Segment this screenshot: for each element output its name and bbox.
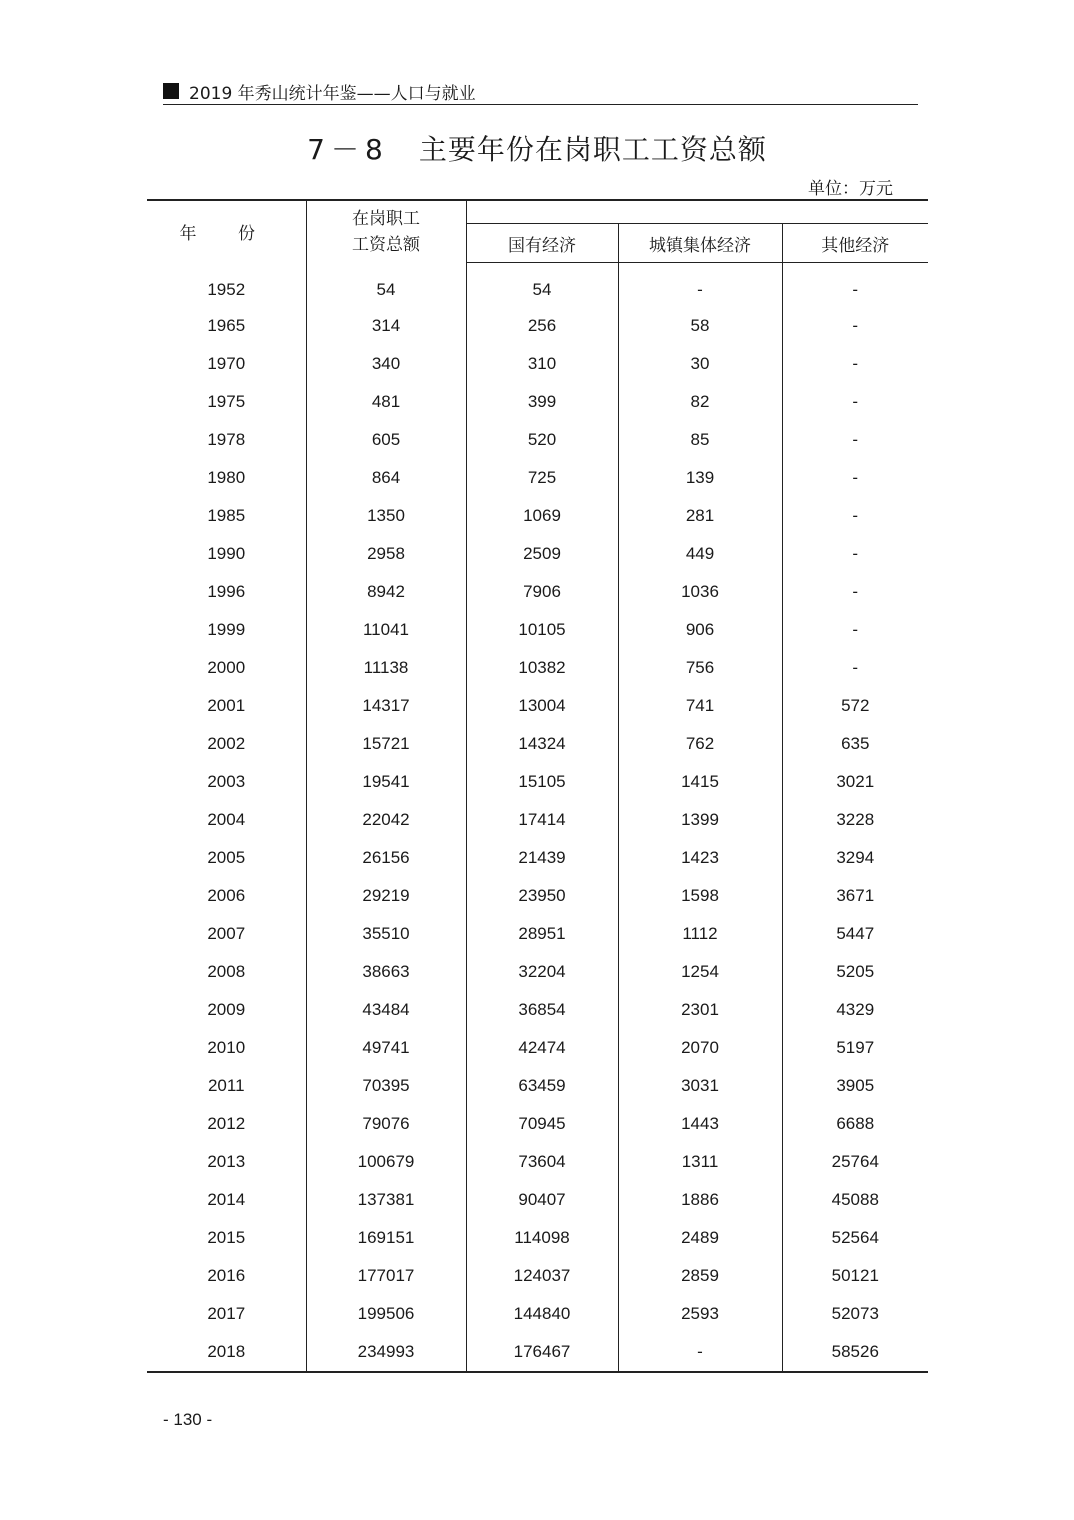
column-header-collective: 城镇集体经济 — [618, 224, 782, 263]
table-title-text: 主要年份在岗职工工资总额 — [418, 133, 767, 166]
table-row — [147, 1029, 928, 1067]
cell-year: 1975 — [147, 383, 306, 421]
cell-collective: 1399 — [618, 801, 782, 839]
cell-collective: 741 — [618, 687, 782, 725]
cell-state: 13004 — [466, 687, 618, 725]
cell-state: 176467 — [466, 1333, 618, 1372]
cell-year: 2012 — [147, 1105, 306, 1143]
cell-other: - — [852, 468, 859, 487]
table-row — [147, 1181, 928, 1219]
cell-year: 1952 — [147, 263, 306, 308]
cell-total: 481 — [306, 383, 466, 421]
cell-year: 1985 — [147, 497, 306, 535]
cell-total: 26156 — [306, 839, 466, 877]
cell-collective: 1443 — [618, 1105, 782, 1143]
cell-year: 2002 — [147, 725, 306, 763]
cell-other: - — [852, 392, 859, 411]
cell-state: 10382 — [466, 649, 618, 687]
cell-total: 79076 — [306, 1105, 466, 1143]
cell-collective: 139 — [618, 459, 782, 497]
cell-other: 6688 — [836, 1114, 875, 1133]
table-body — [147, 263, 928, 1373]
header-text: 2019 年秀山统计年鉴——人口与就业 — [189, 83, 476, 104]
cell-year: 2018 — [147, 1333, 306, 1372]
cell-collective: 449 — [618, 535, 782, 573]
cell-year: 2014 — [147, 1181, 306, 1219]
cell-other: 5447 — [836, 924, 875, 943]
cell-year: 2008 — [147, 953, 306, 991]
cell-total: 15721 — [306, 725, 466, 763]
table-row — [147, 953, 928, 991]
cell-state: 17414 — [466, 801, 618, 839]
cell-other: 3671 — [836, 886, 875, 905]
cell-collective: 82 — [618, 383, 782, 421]
cell-state: 90407 — [466, 1181, 618, 1219]
cell-other: 5197 — [836, 1038, 875, 1057]
cell-total: 14317 — [306, 687, 466, 725]
cell-collective: 2593 — [618, 1295, 782, 1333]
cell-state: 399 — [466, 383, 618, 421]
cell-total: 100679 — [306, 1143, 466, 1181]
cell-collective: 1423 — [618, 839, 782, 877]
cell-year: 2005 — [147, 839, 306, 877]
cell-state: 54 — [466, 263, 618, 308]
cell-collective: 1311 — [618, 1143, 782, 1181]
cell-state: 21439 — [466, 839, 618, 877]
header-square-icon — [163, 83, 179, 99]
cell-year: 2015 — [147, 1219, 306, 1257]
cell-other: 52073 — [831, 1304, 879, 1323]
table-row — [147, 535, 928, 573]
cell-total: 11041 — [306, 611, 466, 649]
table-row — [147, 263, 928, 308]
cell-other: - — [852, 658, 859, 677]
cell-state: 256 — [466, 307, 618, 345]
cell-total: 22042 — [306, 801, 466, 839]
cell-collective: 1415 — [618, 763, 782, 801]
cell-state: 124037 — [466, 1257, 618, 1295]
table-row — [147, 687, 928, 725]
cell-other: - — [852, 506, 859, 525]
cell-state: 15105 — [466, 763, 618, 801]
table-row — [147, 1219, 928, 1257]
cell-state: 28951 — [466, 915, 618, 953]
cell-year: 1999 — [147, 611, 306, 649]
table-row — [147, 573, 928, 611]
cell-other: - — [852, 354, 859, 373]
cell-state: 2509 — [466, 535, 618, 573]
cell-total: 340 — [306, 345, 466, 383]
cell-collective: 762 — [618, 725, 782, 763]
cell-collective: 2301 — [618, 991, 782, 1029]
cell-year: 2006 — [147, 877, 306, 915]
cell-year: 1970 — [147, 345, 306, 383]
cell-state: 42474 — [466, 1029, 618, 1067]
cell-year: 2009 — [147, 991, 306, 1029]
cell-collective: 30 — [618, 345, 782, 383]
cell-total: 605 — [306, 421, 466, 459]
cell-year: 2001 — [147, 687, 306, 725]
cell-other: 3294 — [836, 848, 875, 867]
cell-collective: 2489 — [618, 1219, 782, 1257]
cell-collective: - — [618, 263, 782, 308]
cell-year: 1990 — [147, 535, 306, 573]
cell-other: 572 — [841, 696, 870, 715]
cell-state: 36854 — [466, 991, 618, 1029]
cell-state: 23950 — [466, 877, 618, 915]
cell-year: 1965 — [147, 307, 306, 345]
table-row — [147, 1333, 928, 1372]
cell-collective: 756 — [618, 649, 782, 687]
table-row — [147, 725, 928, 763]
cell-total: 234993 — [306, 1333, 466, 1372]
cell-other: 52564 — [831, 1228, 879, 1247]
cell-collective: 2859 — [618, 1257, 782, 1295]
cell-total: 177017 — [306, 1257, 466, 1295]
column-header-total-line2: 工资总额 — [352, 234, 420, 255]
cell-other: 3021 — [836, 772, 875, 791]
cell-year: 1980 — [147, 459, 306, 497]
cell-total: 54 — [306, 263, 466, 308]
table-row — [147, 383, 928, 421]
cell-state: 114098 — [466, 1219, 618, 1257]
cell-total: 19541 — [306, 763, 466, 801]
cell-year: 2010 — [147, 1029, 306, 1067]
table-number: 7－8 — [307, 133, 389, 166]
cell-total: 29219 — [306, 877, 466, 915]
cell-state: 73604 — [466, 1143, 618, 1181]
cell-year: 1996 — [147, 573, 306, 611]
cell-total: 70395 — [306, 1067, 466, 1105]
table-row — [147, 801, 928, 839]
cell-other: 3905 — [836, 1076, 875, 1095]
table-row — [147, 649, 928, 687]
wage-table — [147, 199, 928, 1373]
cell-year: 2013 — [147, 1143, 306, 1181]
cell-collective: 1886 — [618, 1181, 782, 1219]
cell-other: - — [852, 582, 859, 601]
cell-year: 2017 — [147, 1295, 306, 1333]
cell-year: 2000 — [147, 649, 306, 687]
cell-total: 169151 — [306, 1219, 466, 1257]
table-row — [147, 1105, 928, 1143]
cell-total: 35510 — [306, 915, 466, 953]
cell-state: 10105 — [466, 611, 618, 649]
cell-other: 5205 — [836, 962, 875, 981]
cell-other: 50121 — [831, 1266, 879, 1285]
cell-total: 314 — [306, 307, 466, 345]
cell-state: 32204 — [466, 953, 618, 991]
cell-other: 25764 — [831, 1152, 879, 1171]
table-row — [147, 839, 928, 877]
cell-year: 2011 — [147, 1067, 306, 1105]
cell-year: 2004 — [147, 801, 306, 839]
cell-collective: 3031 — [618, 1067, 782, 1105]
cell-state: 725 — [466, 459, 618, 497]
cell-state: 520 — [466, 421, 618, 459]
table-row — [147, 991, 928, 1029]
table-title — [0, 128, 1074, 168]
cell-other: 635 — [841, 734, 870, 753]
table-row — [147, 345, 928, 383]
cell-total: 43484 — [306, 991, 466, 1029]
column-header-other: 其他经济 — [782, 224, 928, 263]
column-header-state: 国有经济 — [466, 224, 618, 263]
table-row — [147, 1257, 928, 1295]
cell-total: 38663 — [306, 953, 466, 991]
table-row — [147, 1295, 928, 1333]
cell-other: 4329 — [836, 1000, 875, 1019]
cell-total: 49741 — [306, 1029, 466, 1067]
cell-collective: 906 — [618, 611, 782, 649]
cell-state: 70945 — [466, 1105, 618, 1143]
cell-collective: 281 — [618, 497, 782, 535]
cell-total: 1350 — [306, 497, 466, 535]
column-header-year: 年 份 — [147, 200, 306, 263]
table-row — [147, 1143, 928, 1181]
cell-state: 310 — [466, 345, 618, 383]
table-row — [147, 421, 928, 459]
column-header-total-line1: 在岗职工 — [352, 208, 420, 229]
cell-total: 8942 — [306, 573, 466, 611]
cell-collective: 85 — [618, 421, 782, 459]
cell-state: 1069 — [466, 497, 618, 535]
unit-label: 单位：万元 — [808, 179, 893, 199]
table-row — [147, 915, 928, 953]
table-row — [147, 611, 928, 649]
cell-other: - — [852, 544, 859, 563]
cell-collective: - — [618, 1333, 782, 1372]
table-row — [147, 877, 928, 915]
running-header — [163, 78, 918, 105]
cell-year: 2016 — [147, 1257, 306, 1295]
cell-other: - — [852, 430, 859, 449]
cell-total: 199506 — [306, 1295, 466, 1333]
cell-total: 11138 — [306, 649, 466, 687]
cell-total: 864 — [306, 459, 466, 497]
page-number: - 130 - — [163, 1410, 213, 1429]
cell-other: - — [852, 280, 859, 299]
cell-other: 45088 — [831, 1190, 879, 1209]
cell-state: 7906 — [466, 573, 618, 611]
table-row — [147, 763, 928, 801]
cell-state: 63459 — [466, 1067, 618, 1105]
cell-collective: 1254 — [618, 953, 782, 991]
cell-collective: 58 — [618, 307, 782, 345]
cell-state: 14324 — [466, 725, 618, 763]
cell-collective: 1598 — [618, 877, 782, 915]
column-group-blank — [466, 200, 928, 224]
cell-year: 2007 — [147, 915, 306, 953]
cell-other: 3228 — [836, 810, 875, 829]
cell-collective: 1036 — [618, 573, 782, 611]
cell-other: - — [852, 620, 859, 639]
cell-state: 144840 — [466, 1295, 618, 1333]
cell-year: 1978 — [147, 421, 306, 459]
table-row — [147, 307, 928, 345]
cell-collective: 1112 — [618, 915, 782, 953]
cell-total: 137381 — [306, 1181, 466, 1219]
cell-other: - — [852, 316, 859, 335]
table-row — [147, 459, 928, 497]
column-header-total — [306, 200, 466, 263]
cell-year: 2003 — [147, 763, 306, 801]
table-row — [147, 1067, 928, 1105]
cell-other: 58526 — [782, 1333, 928, 1372]
cell-total: 2958 — [306, 535, 466, 573]
table-row — [147, 497, 928, 535]
cell-collective: 2070 — [618, 1029, 782, 1067]
